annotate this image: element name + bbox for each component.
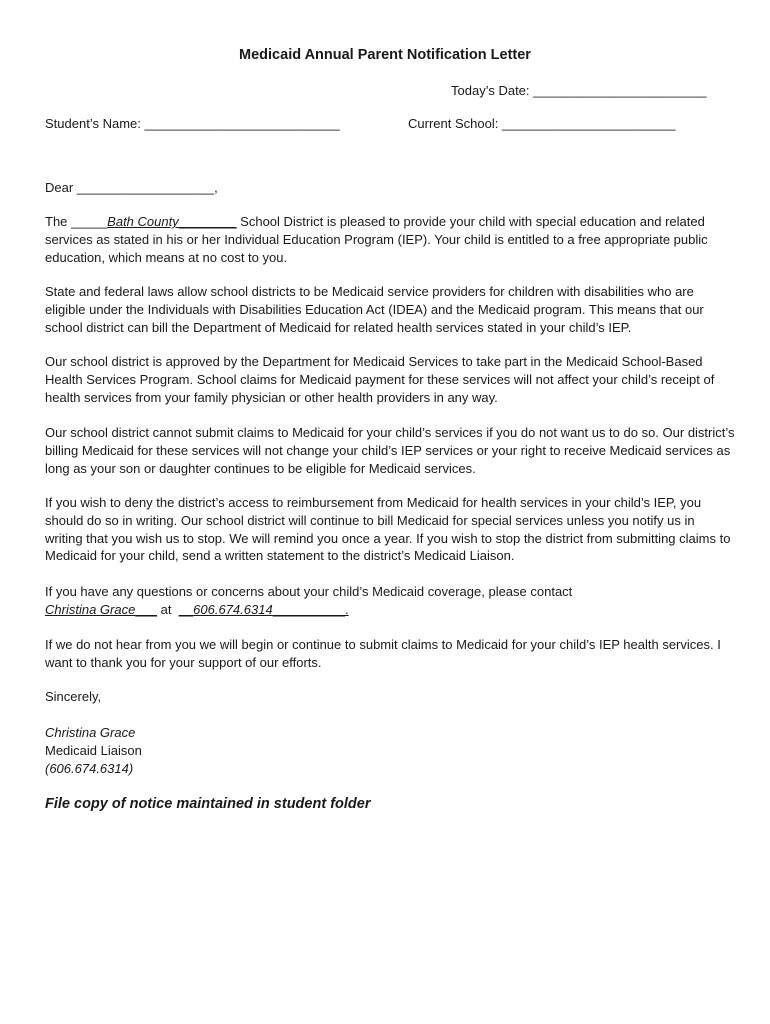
paragraph-approval: Our school district is approved by the Department for Medicaid Services to take part in the Medicaid School-Based Health Services Program. School claims for Medicaid payment for these services will not affect your child’s receipt of health services from your family physician or other health providers in any way.: [45, 354, 715, 405]
contact-line: [45, 601, 735, 619]
paragraph-contact: [45, 583, 735, 619]
todays-date-field: Today’s Date: ________________________: [451, 83, 707, 98]
paragraph-intro: [45, 213, 735, 266]
paragraph-deny: If you wish to deny the district’s access to reimbursement from Medicaid for health services in your child’s IEP, you should do so in writing. Our school district will continue to bill Medicaid for special services unless you notify us in writing that you wish us to stop. We will remind you once a year. If you wish to stop the district from submitting claims to Medicaid for your child, send a written statement to the district’s Medicaid Liaison.: [45, 495, 731, 564]
district-name: Bath County: [107, 214, 179, 229]
district-blank: ________: [178, 214, 237, 229]
contact-intro: If you have any questions or concerns about your child’s Medicaid coverage, please contact: [45, 584, 573, 599]
intro-body: School District is pleased to provide your child with special education and related services as stated in his or her Individual Education Program (IEP). Your child is entitled to a free appropriate public education, which means at no cost to you.: [45, 214, 708, 265]
signer-name: Christina Grace: [45, 725, 136, 740]
student-name-field: Student’s Name: ___________________________: [45, 116, 340, 131]
current-school-field: Current School: ________________________: [408, 116, 676, 131]
paragraph-closing-note: If we do not hear from you we will begin or continue to submit claims to Medicaid for your child’s IEP health services. I want to thank you for your support of our efforts.: [45, 637, 721, 670]
signer-title: Medicaid Liaison: [45, 743, 142, 758]
paragraph-laws: State and federal laws allow school districts to be Medicaid service providers for children with disabilities who are eligible under the Individuals with Disabilities Education Act (IDEA) and the Medicaid program. This means that our school district can bill the Department of Medicaid for related health services stated in your child’s IEP.: [45, 284, 704, 335]
letter-title: Medicaid Annual Parent Notification Letter: [239, 47, 531, 63]
closing: Sincerely,: [45, 689, 102, 704]
signer-phone: (606.674.6314): [45, 761, 134, 776]
salutation: Dear ___________________,: [45, 180, 218, 195]
contact-name-blank: ___: [135, 601, 158, 617]
intro-prefix: The _____: [45, 214, 108, 229]
contact-at: at: [157, 601, 179, 617]
footer-note: File copy of notice maintained in student folder: [45, 796, 371, 812]
phone-blank-post: __________.: [272, 601, 349, 617]
contact-name: Christina Grace: [45, 601, 136, 617]
contact-phone: 606.674.6314: [193, 601, 273, 617]
paragraph-claims: Our school district cannot submit claims to Medicaid for your child’s services if you do not want us to do so. Our district’s billing Medicaid for these services will not change your child’s IEP services or your right to receive Medicaid services as long as your son or daughter continues to be eligible for Medicaid services.: [45, 425, 735, 476]
phone-blank-pre: __: [178, 601, 194, 617]
